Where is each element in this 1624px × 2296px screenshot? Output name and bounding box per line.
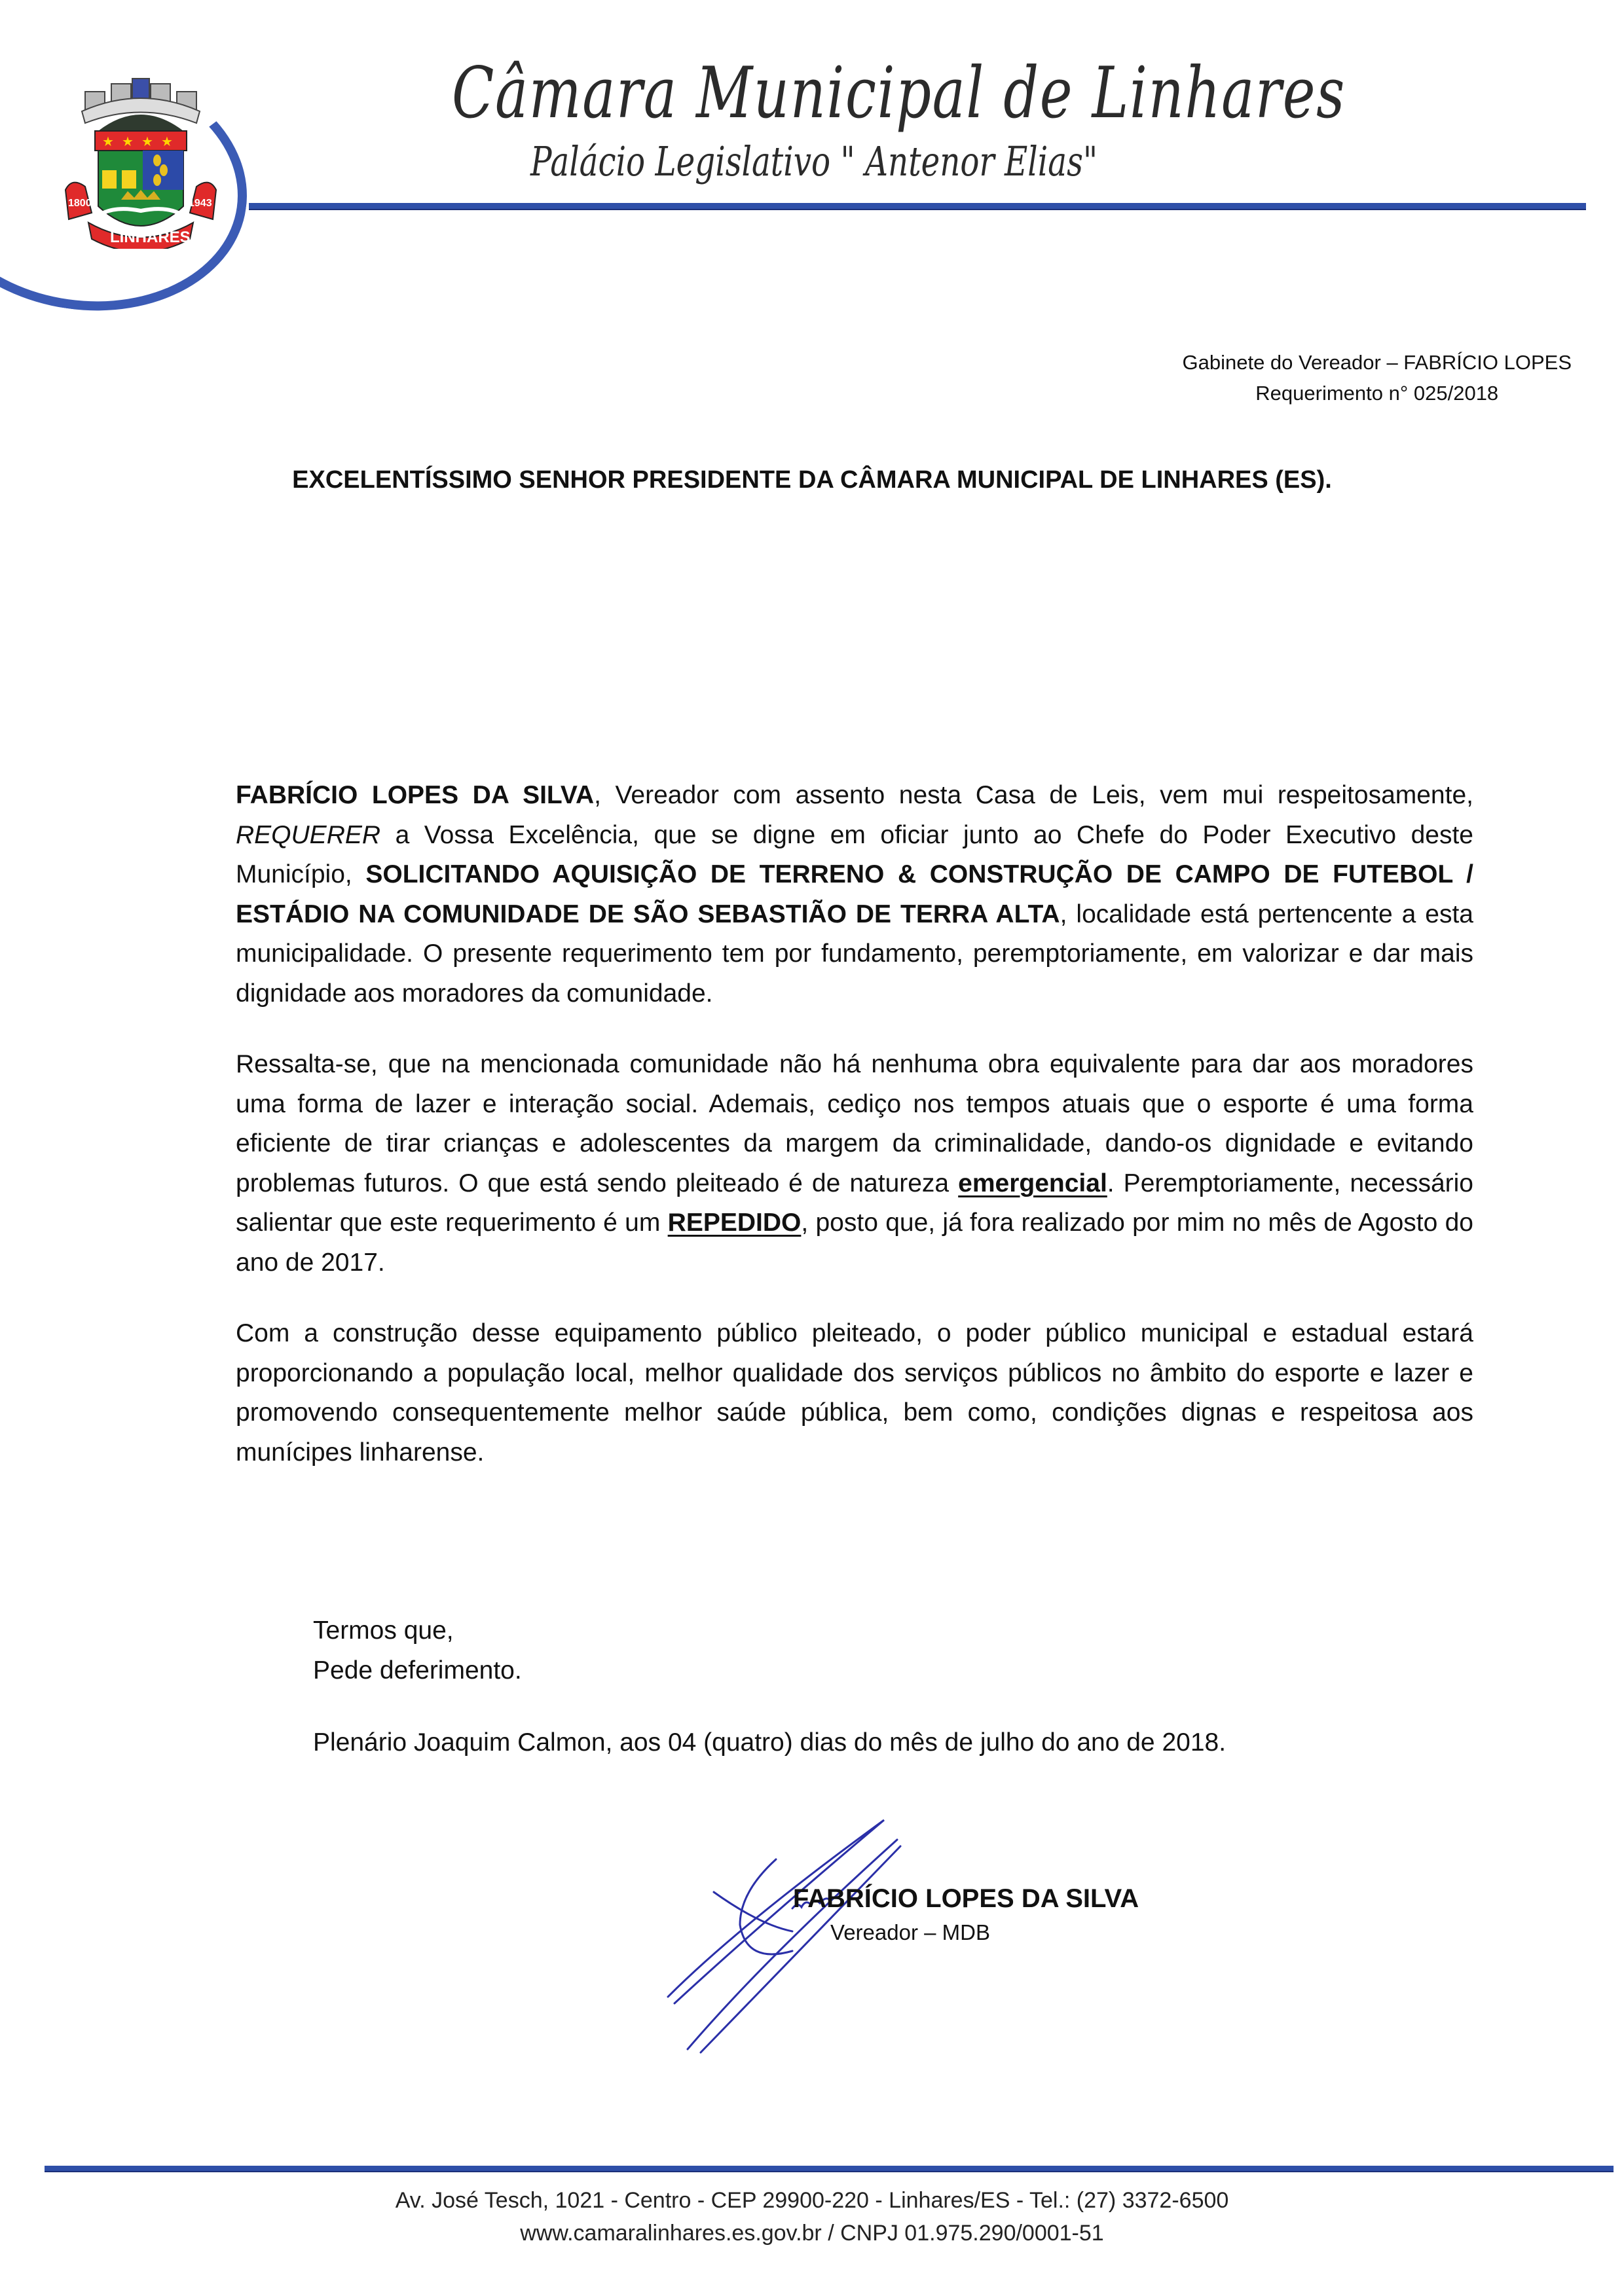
- footer-website: www.camaralinhares.es.gov.br / CNPJ 01.975.290/0001-51: [520, 2221, 1104, 2246]
- svg-text:LINHARES: LINHARES: [110, 228, 191, 246]
- signature-block: [0, 1884, 1624, 1945]
- svg-text:★: ★: [122, 135, 134, 149]
- svg-text:★: ★: [141, 135, 153, 149]
- svg-text:★: ★: [102, 135, 114, 149]
- paragraph-2: Ressalta-se, que na mencionada comunidade não há nenhuma obra equivalente para dar aos moradores uma forma de lazer e interação social. Ademais, cediço nos tempos atuais que o esporte é uma forma eficiente de tirar crianças e adolescentes da margem da criminalidade, dando-os dignidade e evitando problemas futuros. O que está sendo pleiteado é de natureza emergencial. Peremptoriamente, necessário salientar que este requerimento é um REPEDIDO, posto que, já fora realizado por mim no mês de Agosto do ano de 2017.: [236, 1050, 1473, 1277]
- closing: [313, 1611, 522, 1690]
- header-rule: [249, 203, 1586, 210]
- requester-name: FABRÍCIO LOPES DA SILVA: [236, 781, 595, 809]
- request-verb: REQUERER: [236, 820, 381, 849]
- addressee-heading: EXCELENTÍSSIMO SENHOR PRESIDENTE DA CÂMARA MUNICIPAL DE LINHARES (ES).: [292, 466, 1332, 494]
- dateline: Plenário Joaquim Calmon, aos 04 (quatro) dias do mês de julho do ano de 2018.: [313, 1728, 1227, 1757]
- coat-of-arms-icon: [59, 72, 223, 249]
- svg-text:1800: 1800: [68, 198, 92, 209]
- footer: [0, 2184, 1624, 2250]
- letter-body: [236, 776, 1473, 1504]
- svg-text:★: ★: [161, 135, 173, 149]
- office-line: Gabinete do Vereador – FABRÍCIO LOPES: [1182, 351, 1572, 374]
- request-number: Requerimento n° 025/2018: [1255, 382, 1499, 405]
- org-title: Câmara Municipal de Linhares: [452, 52, 1346, 134]
- footer-rule: [45, 2166, 1614, 2172]
- org-subtitle: Palácio Legislativo " Antenor Elias": [530, 137, 1098, 185]
- signer-role: Vereador – MDB: [830, 1920, 990, 1944]
- closing-line-1: Termos que,: [313, 1616, 454, 1645]
- emphasis-repedido: REPEDIDO: [667, 1209, 802, 1237]
- request-subject: SOLICITANDO AQUISIÇÃO DE TERRENO & CONSTRUÇÃO DE CAMPO DE FUTEBOL / ESTÁDIO NA COMUNIDADE DE SÃO SEBASTIÃO DE TERRA ALTA: [236, 860, 1473, 928]
- letterhead: [0, 0, 1624, 301]
- emphasis-emergencial: emergencial: [958, 1169, 1107, 1197]
- reference-block: [1183, 347, 1572, 409]
- paragraph-3: Com a construção desse equipamento público pleiteado, o poder público municipal e estadual estará proporcionando a população local, melhor qualidade dos serviços públicos no âmbito do esporte e lazer e promovendo consequentemente melhor saúde pública, bem como, condições dignas e respeitosa aos munícipes linharense.: [236, 1319, 1473, 1467]
- closing-line-2: Pede deferimento.: [313, 1656, 522, 1685]
- footer-address: Av. José Tesch, 1021 - Centro - CEP 29900-220 - Linhares/ES - Tel.: (27) 3372-6500: [395, 2188, 1229, 2213]
- paragraph-1: FABRÍCIO LOPES DA SILVA, Vereador com assento nesta Casa de Leis, vem mui respeitosamente, REQUERER a Vossa Excelência, que se digne em oficiar junto ao Chefe do Poder Executivo deste Município, SOLICITANDO AQUISIÇÃO DE TERRENO & CONSTRUÇÃO DE CAMPO DE FUTEBOL / ESTÁDIO NA COMUNIDADE DE SÃO SEBASTIÃO DE TERRA ALTA, localidade está pertencente a esta municipalidade. O presente requerimento tem por fundamento, peremptoriamente, em valorizar e dar mais dignidade aos moradores da comunidade.: [236, 781, 1473, 1008]
- signer-name: FABRÍCIO LOPES DA SILVA: [792, 1884, 1139, 1913]
- svg-text:1943: 1943: [189, 198, 212, 209]
